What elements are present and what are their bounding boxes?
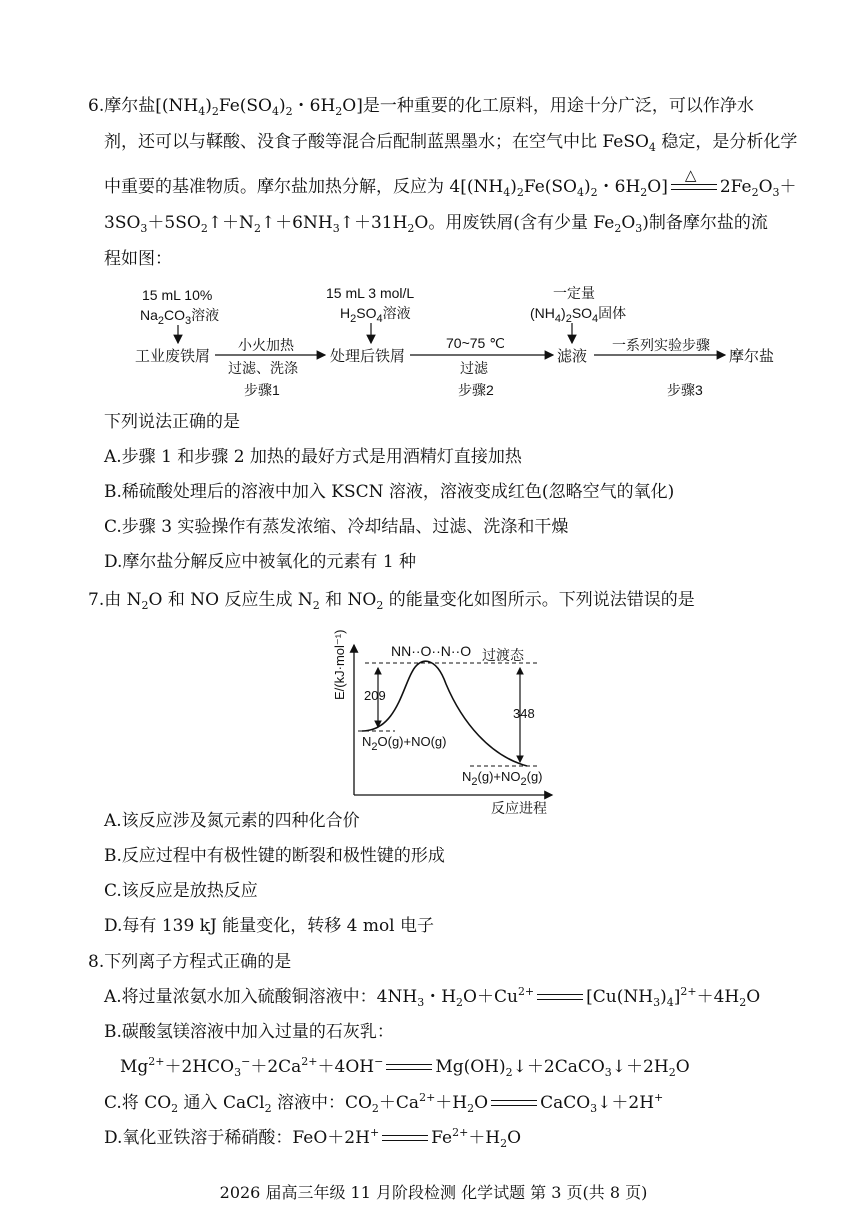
arrow-2-bottom: 过滤 <box>460 360 488 376</box>
x-axis-label: 反应进程 <box>491 800 547 816</box>
ea-forward-value: 209 <box>364 688 386 703</box>
q6-option-d: D.摩尔盐分解反应中被氧化的元素有 1 种 <box>104 552 417 572</box>
step-2-label: 步骤2 <box>458 382 494 398</box>
q6-line-1: 6.摩尔盐[$(NH_4)_2Fe(SO_4)_2$・$6H_2O$]是一种重要的化工原料，用途十分广泛，可以作净水 <box>88 96 754 118</box>
q8-option-d: D.氧化亚铁溶于稀硝酸：FeO＋2H+ $Fe^{2+}+H_2O$ <box>104 1126 522 1150</box>
flow-arrows <box>0 0 867 420</box>
ts-species-label: NN··O··N··O <box>391 643 472 659</box>
q6-line-5: 程如图： <box>104 249 172 269</box>
arrow-1-bottom: 过滤、洗涤 <box>228 360 298 376</box>
q8-option-b-line-2: $Mg^{2+}+2HCO_3^-+2Ca^{2+}+4OH^-$ $Mg(OH)_2↓+2CaCO_3↓+2H_2O$ <box>120 1055 690 1079</box>
energy-curve <box>362 661 527 766</box>
reagent-2-amount: 15 mL 3 mol/L <box>326 285 415 301</box>
q7-stem: 7.由 $N_2O$ 和 NO 反应生成 $N_2$ 和 $NO_2$ 的能量变化如图所示。下列说法错误的是 <box>88 590 695 612</box>
node-waste-iron: 工业废铁屑 <box>135 348 211 365</box>
q6-line-4: $3SO_3+5SO_2↑+N_2↑+6NH_3↑+31H_2O$。用废铁屑(含有少量 $Fe_2O_3$)制备摩尔盐的流 <box>104 213 768 235</box>
q8-option-a: A.将过量浓氨水加入硫酸铜溶液中：$4NH_3$・$H_2O+Cu^{2+}$ $[Cu(NH_3)_4]^{2+}+4H_2O$ <box>104 985 761 1009</box>
q7-option-d: D.每有 139 kJ 能量变化，转移 4 mol 电子 <box>104 916 435 936</box>
q8-option-b-line-1: B.碳酸氢镁溶液中加入过量的石灰乳： <box>104 1022 394 1042</box>
products-label: $N_2(g)+NO_2(g)$ <box>462 769 543 788</box>
node-filtrate: 滤液 <box>557 348 588 365</box>
reagent-3-name: $(NH_4)_2SO_4$固体 <box>530 305 627 325</box>
q8-stem: 8.下列离子方程式正确的是 <box>88 952 292 972</box>
q6-line-2: 剂，还可以与鞣酸、没食子酸等混合后配制蓝黑墨水；在空气中比 FeSO$_4$ 稳定，是分析化学 <box>104 132 798 154</box>
q6-option-b: B.稀硫酸处理后的溶液中加入 KSCN 溶液，溶液变成红色(忽略空气的氧化) <box>104 482 675 502</box>
q7-option-a: A.该反应涉及氮元素的四种化合价 <box>104 811 360 831</box>
flow-diagram <box>0 0 867 420</box>
node-mohr-salt: 摩尔盐 <box>729 348 775 365</box>
reagent-3-amount: 一定量 <box>553 285 595 301</box>
node-treated-iron: 处理后铁屑 <box>330 348 406 365</box>
arrow-2-top: 70~75 ℃ <box>446 335 505 351</box>
reagent-2-name: $H_2SO_4$溶液 <box>340 305 411 325</box>
reagent-1-name: $Na_2CO_3$溶液 <box>140 307 220 327</box>
ea-reverse-value: 348 <box>513 706 535 721</box>
heat-equals-sign: △ <box>671 183 717 193</box>
q6-line-3: 中重要的基准物质。摩尔盐加热分解，反应为 $4[(NH_4)_2Fe(SO_4)_2$・$6H_2O$] △ $2Fe_2O_3+$ <box>104 165 797 199</box>
reactants-label: $N_2O(g)+NO(g)$ <box>362 734 447 753</box>
reagent-1-amount: 15 mL 10% <box>142 287 213 303</box>
y-axis-label: E/(kJ·mol⁻¹) <box>332 629 347 700</box>
q6-option-a: A.步骤 1 和步骤 2 加热的最好方式是用酒精灯直接加热 <box>104 447 522 467</box>
ts-label: 过渡态 <box>482 647 524 663</box>
q6-ask: 下列说法正确的是 <box>104 412 240 432</box>
q7-option-b: B.反应过程中有极性键的断裂和极性键的形成 <box>104 846 445 866</box>
q6-option-c: C.步骤 3 实验操作有蒸发浓缩、冷却结晶、过滤、洗涤和干燥 <box>104 517 569 537</box>
step-1-label: 步骤1 <box>244 382 280 398</box>
arrow-3-top: 一系列实验步骤 <box>612 337 710 353</box>
step-3-label: 步骤3 <box>667 382 703 398</box>
q8-option-c: C.将 $CO_2$ 通入 CaCl$_2$ 溶液中：$CO_2+Ca^{2+}+H_2O$ CaCO$_3$↓＋2H+ <box>104 1091 664 1115</box>
arrow-1-top: 小火加热 <box>238 337 294 353</box>
q7-option-c: C.该反应是放热反应 <box>104 881 258 901</box>
page-footer: 2026 届高三年级 11 月阶段检测 化学试题 第 3 页(共 8 页) <box>219 1183 648 1202</box>
